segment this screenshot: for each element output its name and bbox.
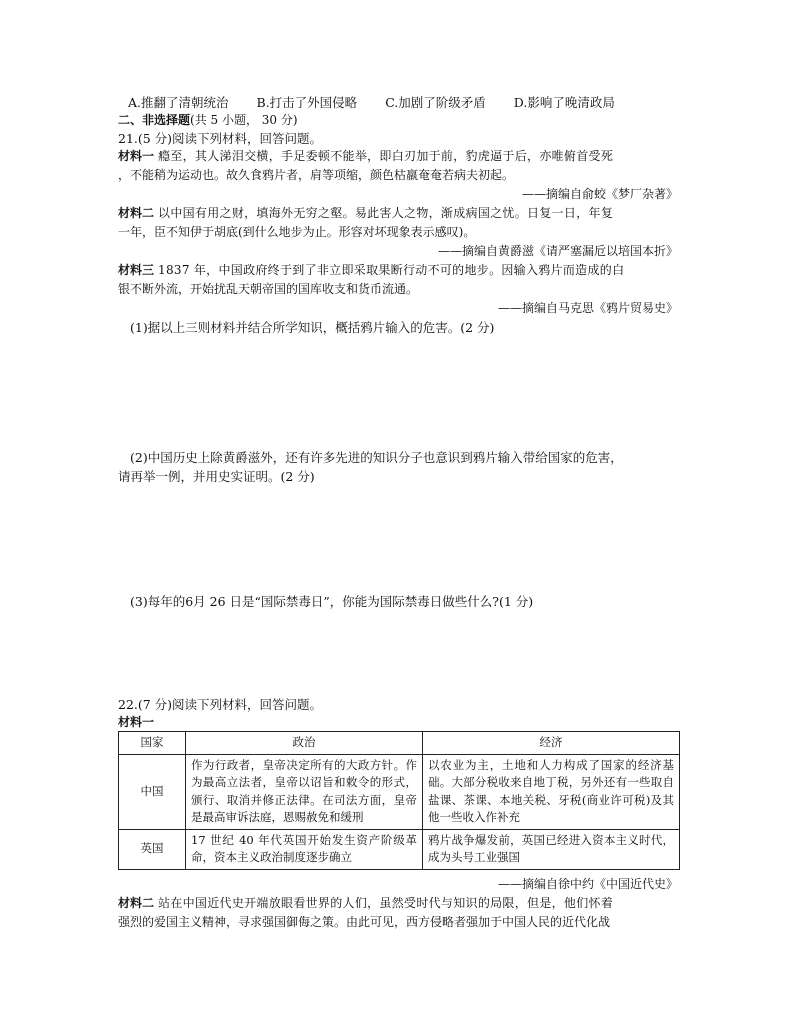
table-row [119, 754, 680, 829]
option-c: C.加剧了阶级矛盾 [385, 95, 486, 110]
q22-material-2 [118, 894, 678, 913]
section-info: (共 5 小题， 30 分) [190, 113, 298, 127]
cell-politics: 作为行政者，皇帝决定所有的大政方针。作为最高立法者，皇帝以诏旨和敕令的形式，颁行、取消并修正法律。在司法方面，皇帝是最高审诉法庭，恩赐赦免和缓刑 [186, 754, 423, 829]
header-economy: 经济 [423, 732, 680, 755]
q21-material-1 [118, 147, 678, 166]
section-heading [118, 111, 678, 130]
q21-material-3 [118, 261, 678, 280]
q21-material-3-cont: 银不断外流，开始扰乱天朝帝国的国库收支和货币流通。 [118, 282, 419, 296]
material-label: 材料一 [118, 149, 155, 163]
q21-subquestion-2: (2)中国历史上除黄爵滋外，还有许多先进的知识分子也意识到鸦片输入带给国家的危害， [130, 450, 623, 465]
q21-material-2 [118, 204, 678, 223]
cell-country: 英国 [119, 829, 186, 869]
q21-material-3-source: ——摘编自马克思《鸦片贸易史》 [497, 301, 678, 315]
table-header-row [119, 732, 680, 755]
cell-country: 中国 [119, 754, 186, 829]
option-b: B.打击了外国侵略 [256, 95, 358, 110]
cell-economy: 以农业为主，土地和人力构成了国家的经济基础。大部分税收来自地丁税，另外还有一些取自盐课、茶课、本地关税、牙税(商业许可税)及其他一些收入作补充 [423, 754, 680, 829]
q21-material-1-source: ——摘编自俞蛟《梦厂杂著》 [521, 187, 678, 201]
header-country: 国家 [119, 732, 186, 755]
q21-material-1-cont: ，不能稍为运动也。故久食鸦片者，肩等项缩，颜色枯羸奄奄若病夫初起。 [118, 168, 515, 182]
material-label: 材料二 [118, 896, 155, 910]
cell-politics: 17 世纪 40 年代英国开始发生资产阶级革命，资本主义政治制度逐步确立 [186, 829, 423, 869]
q22-stem: 22.(7 分)阅读下列材料，回答问题。 [118, 697, 323, 712]
q21-material-2-cont: 一年，臣不知伊于胡底(到什么地步为止。形容对坏现象表示感叹)。 [118, 225, 476, 239]
q21-material-2-source: ——摘编自黄爵滋《请严塞漏卮以培国本折》 [437, 244, 678, 258]
cell-economy: 鸦片战争爆发前，英国已经进入资本主义时代，成为头号工业强国 [423, 829, 680, 869]
material-text: 瘾至，其人涕泪交横，手足委顿不能举，即白刃加于前，豹虎逼于后，亦唯俯首受死 [158, 149, 614, 163]
material-text: 站在中国近代史开端放眼看世界的人们，虽然受时代与知识的局限，但是，他们怀着 [158, 896, 614, 910]
q22-material-2-cont: 强烈的爱国主义精神，寻求强国御侮之策。由此可见，西方侵略者强加于中国人民的近代化战 [118, 915, 611, 929]
q21-subquestion-3: (3)每年的6月 26 日是“国际禁毒日”，你能为国际禁毒日做些什么?(1 分) [130, 594, 534, 609]
q21-subquestion-1: (1)据以上三则材料并结合所学知识，概括鸦片输入的危害。(2 分) [130, 320, 495, 335]
table-row [119, 829, 680, 869]
material-text: 以中国有用之财，填海外无穷之壑。易此害人之物，渐成病国之忧。日复一日，年复 [158, 206, 614, 220]
q21-stem: 21.(5 分)阅读下列材料，回答问题。 [118, 131, 323, 146]
option-a: A.推翻了清朝统治 [128, 95, 229, 110]
section-title: 二、非选择题 [118, 113, 191, 127]
option-d: D.影响了晚清政局 [513, 95, 615, 110]
comparison-table [118, 731, 680, 870]
header-politics: 政治 [186, 732, 423, 755]
answer-options [128, 93, 688, 112]
material-text: 1837 年，中国政府终于到了非立即采取果断行动不可的地步。因输入鸦片而造成的白 [158, 263, 625, 277]
material-label: 材料三 [118, 263, 155, 277]
material-label: 材料二 [118, 206, 155, 220]
q22-material-1-label: 材料一 [118, 715, 155, 729]
q22-table-source: ——摘编自徐中约《中国近代史》 [497, 877, 678, 891]
q21-subquestion-2-cont: 请再举一例，并用史实证明。(2 分) [118, 469, 315, 484]
